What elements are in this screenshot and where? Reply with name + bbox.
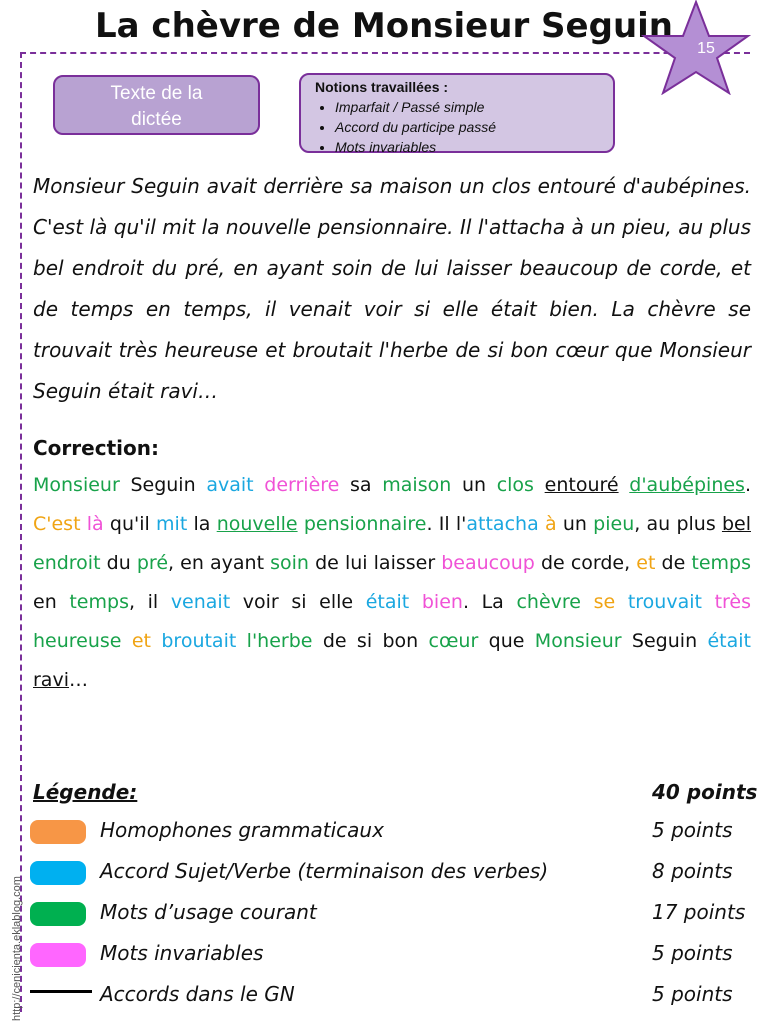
legend-underline-sample xyxy=(30,990,92,993)
correction-word: d'aubépines xyxy=(629,474,745,496)
correction-word: beaucoup xyxy=(441,552,535,574)
page-number: 15 xyxy=(697,40,715,57)
correction-word: … xyxy=(68,669,88,691)
notions-list xyxy=(315,97,613,157)
correction-word: en xyxy=(33,591,70,613)
legend-swatch-green xyxy=(30,902,86,926)
correction-word: cœur xyxy=(428,630,479,652)
correction-word xyxy=(254,474,265,496)
legend-total: 40 points xyxy=(652,780,758,804)
correction-word: pré xyxy=(136,552,169,574)
correction-word xyxy=(702,591,715,613)
correction-word: la xyxy=(187,513,217,535)
legend-label: Accords dans le GN xyxy=(100,982,295,1006)
notions-heading: Notions travaillées : xyxy=(315,79,449,95)
correction-word xyxy=(619,474,630,496)
legend-points: 8 points xyxy=(652,859,733,883)
legend-points: 5 points xyxy=(652,818,733,842)
correction-word: soin xyxy=(270,552,309,574)
correction-word: maison xyxy=(382,474,452,496)
correction-word: de xyxy=(655,552,692,574)
correction-word: Monsieur xyxy=(534,630,622,652)
correction-word: un xyxy=(451,474,497,496)
dictation-label-line2: dictée xyxy=(131,109,182,130)
correction-heading: Correction: xyxy=(33,436,159,460)
dictation-text: Monsieur Seguin avait derrière sa maison un clos entouré d'aubépines. C'est là qu'il mit la nouvelle pensionnaire. Il l'attacha à un pieu, au plus bel endroit du pré, en ayant soin de lui laisser beaucoup de corde, et de temps en temps, il venait voir si elle était bien. La chèvre se trouvait très heureuse et broutait l'herbe de si bon cœur que Monsieur Seguin était ravi… xyxy=(33,174,751,403)
notions-box xyxy=(299,73,615,153)
correction-word: temps xyxy=(69,591,129,613)
legend-row xyxy=(0,939,768,969)
correction-word: pieu xyxy=(593,513,635,535)
correction-word: , en ayant xyxy=(168,552,271,574)
correction-word: que xyxy=(478,630,535,652)
correction-word: là xyxy=(86,513,104,535)
correction-word: qu'il xyxy=(103,513,157,535)
correction-word: clos xyxy=(496,474,534,496)
correction-word: Seguin xyxy=(119,474,207,496)
notion-item: • Accord du participe passé xyxy=(335,117,613,137)
legend-points: 17 points xyxy=(652,900,746,924)
legend-row xyxy=(0,857,768,887)
legend-label: Mots d’usage courant xyxy=(100,900,317,924)
legend-row xyxy=(0,816,768,846)
correction-word: de corde, xyxy=(534,552,637,574)
correction-word: . La xyxy=(462,591,517,613)
correction-word: C'est xyxy=(33,513,81,535)
correction-word: l'herbe xyxy=(246,630,313,652)
notion-item: • Mots invariables xyxy=(335,137,613,157)
correction-word: bel xyxy=(721,513,751,535)
correction-word: Seguin xyxy=(621,630,708,652)
correction-word xyxy=(534,474,545,496)
legend-heading: Légende: xyxy=(33,780,138,804)
correction-word: sa xyxy=(339,474,383,496)
correction-word: broutait xyxy=(161,630,237,652)
correction-word: se xyxy=(593,591,616,613)
correction-word: voir si elle xyxy=(230,591,366,613)
correction-word: endroit xyxy=(33,552,101,574)
correction-word: . xyxy=(744,474,752,496)
correction-word xyxy=(581,591,594,613)
correction-word: bien xyxy=(421,591,463,613)
correction-word: entouré xyxy=(544,474,619,496)
legend-label: Homophones grammaticaux xyxy=(100,818,384,842)
correction-word: chèvre xyxy=(516,591,581,613)
correction-word: du xyxy=(100,552,137,574)
correction-text xyxy=(33,466,751,700)
notion-item: • Imparfait / Passé simple xyxy=(335,97,613,117)
correction-word: et xyxy=(131,630,151,652)
side-url-watermark: http://cenicienta.eklablog.com xyxy=(11,876,23,1021)
legend-points: 5 points xyxy=(652,982,733,1006)
correction-word: à xyxy=(544,513,557,535)
correction-word: mit xyxy=(156,513,188,535)
legend-label: Mots invariables xyxy=(100,941,264,965)
legend-label: Accord Sujet/Verbe (terminaison des verbes) xyxy=(100,859,549,883)
correction-word xyxy=(615,591,628,613)
correction-word xyxy=(122,630,132,652)
correction-word: . Il l' xyxy=(426,513,467,535)
correction-word: de si bon xyxy=(312,630,429,652)
dictation-label-box xyxy=(53,75,260,135)
correction-word: , il xyxy=(128,591,171,613)
legend-swatch-pink xyxy=(30,943,86,967)
correction-word: était xyxy=(365,591,410,613)
correction-word: était xyxy=(707,630,751,652)
legend-row xyxy=(0,898,768,928)
dictation-label-line1: Texte de la xyxy=(110,83,203,104)
legend-swatch-blue xyxy=(30,861,86,885)
correction-word xyxy=(151,630,161,652)
correction-word: très xyxy=(714,591,752,613)
legend-swatch-orange xyxy=(30,820,86,844)
correction-word: de lui laisser xyxy=(308,552,442,574)
correction-word: un xyxy=(556,513,594,535)
correction-word: trouvait xyxy=(627,591,702,613)
page-title: La chèvre de Monsieur Seguin xyxy=(94,6,674,46)
correction-word: pensionnaire xyxy=(303,513,427,535)
correction-word: Monsieur xyxy=(33,474,120,496)
correction-word: ravi xyxy=(33,669,69,691)
correction-word: , au plus xyxy=(634,513,722,535)
correction-word xyxy=(236,630,246,652)
correction-word: avait xyxy=(206,474,254,496)
correction-word: heureuse xyxy=(33,630,122,652)
correction-word: derrière xyxy=(264,474,340,496)
correction-word xyxy=(409,591,422,613)
legend-row xyxy=(0,980,768,1010)
correction-word: nouvelle xyxy=(216,513,298,535)
legend-points: 5 points xyxy=(652,941,733,965)
correction-word: attacha xyxy=(466,513,539,535)
correction-word: et xyxy=(636,552,656,574)
correction-word: venait xyxy=(170,591,231,613)
correction-word: temps xyxy=(691,552,751,574)
